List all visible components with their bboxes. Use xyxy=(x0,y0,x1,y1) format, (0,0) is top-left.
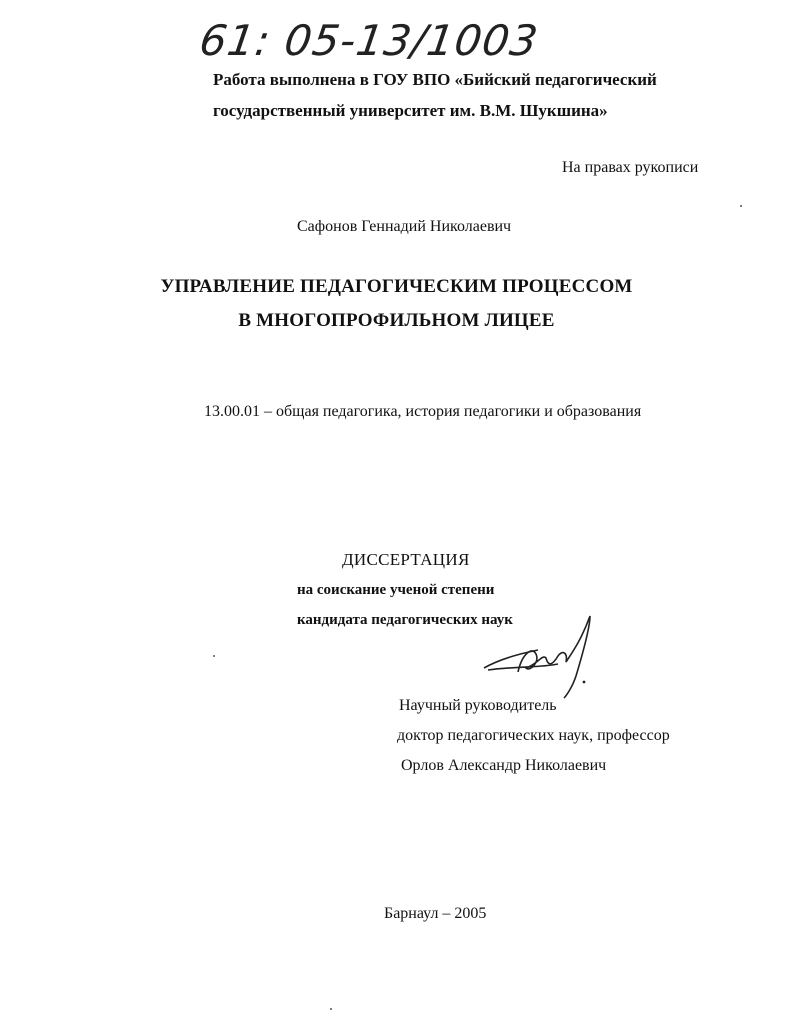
degree-purpose-line-1: на соискание ученой степени xyxy=(297,582,495,598)
title-line-1: УПРАВЛЕНИЕ ПЕДАГОГИЧЕСКИМ ПРОЦЕССОМ xyxy=(160,276,633,297)
scan-speck xyxy=(213,655,215,657)
author-signature xyxy=(478,610,608,700)
place-and-year: Барнаул – 2005 xyxy=(384,905,487,922)
author-name: Сафонов Геннадий Николаевич xyxy=(297,218,512,235)
title-line-2: В МНОГОПРОФИЛЬНОМ ЛИЦЕЕ xyxy=(238,310,555,331)
dissertation-heading: ДИССЕРТАЦИЯ xyxy=(342,550,470,569)
specialty-code: 13.00.01 – общая педагогика, история педагогики и образования xyxy=(204,403,642,420)
degree-purpose-line-2: кандидата педагогических наук xyxy=(297,612,513,628)
advisor-name: Орлов Александр Николаевич xyxy=(401,757,607,774)
handwritten-archive-number: 61: 05-13/1003 xyxy=(196,16,542,65)
scan-speck xyxy=(330,1008,332,1010)
scan-speck xyxy=(740,205,742,207)
institution-line-2: государственный университет им. В.М. Шукшина» xyxy=(213,101,608,120)
advisor-degree: доктор педагогических наук, профессор xyxy=(397,727,670,744)
advisor-label: Научный руководитель xyxy=(399,697,557,714)
rights-note: На правах рукописи xyxy=(562,159,699,176)
institution-line-1: Работа выполнена в ГОУ ВПО «Бийский педагогический xyxy=(213,70,657,89)
